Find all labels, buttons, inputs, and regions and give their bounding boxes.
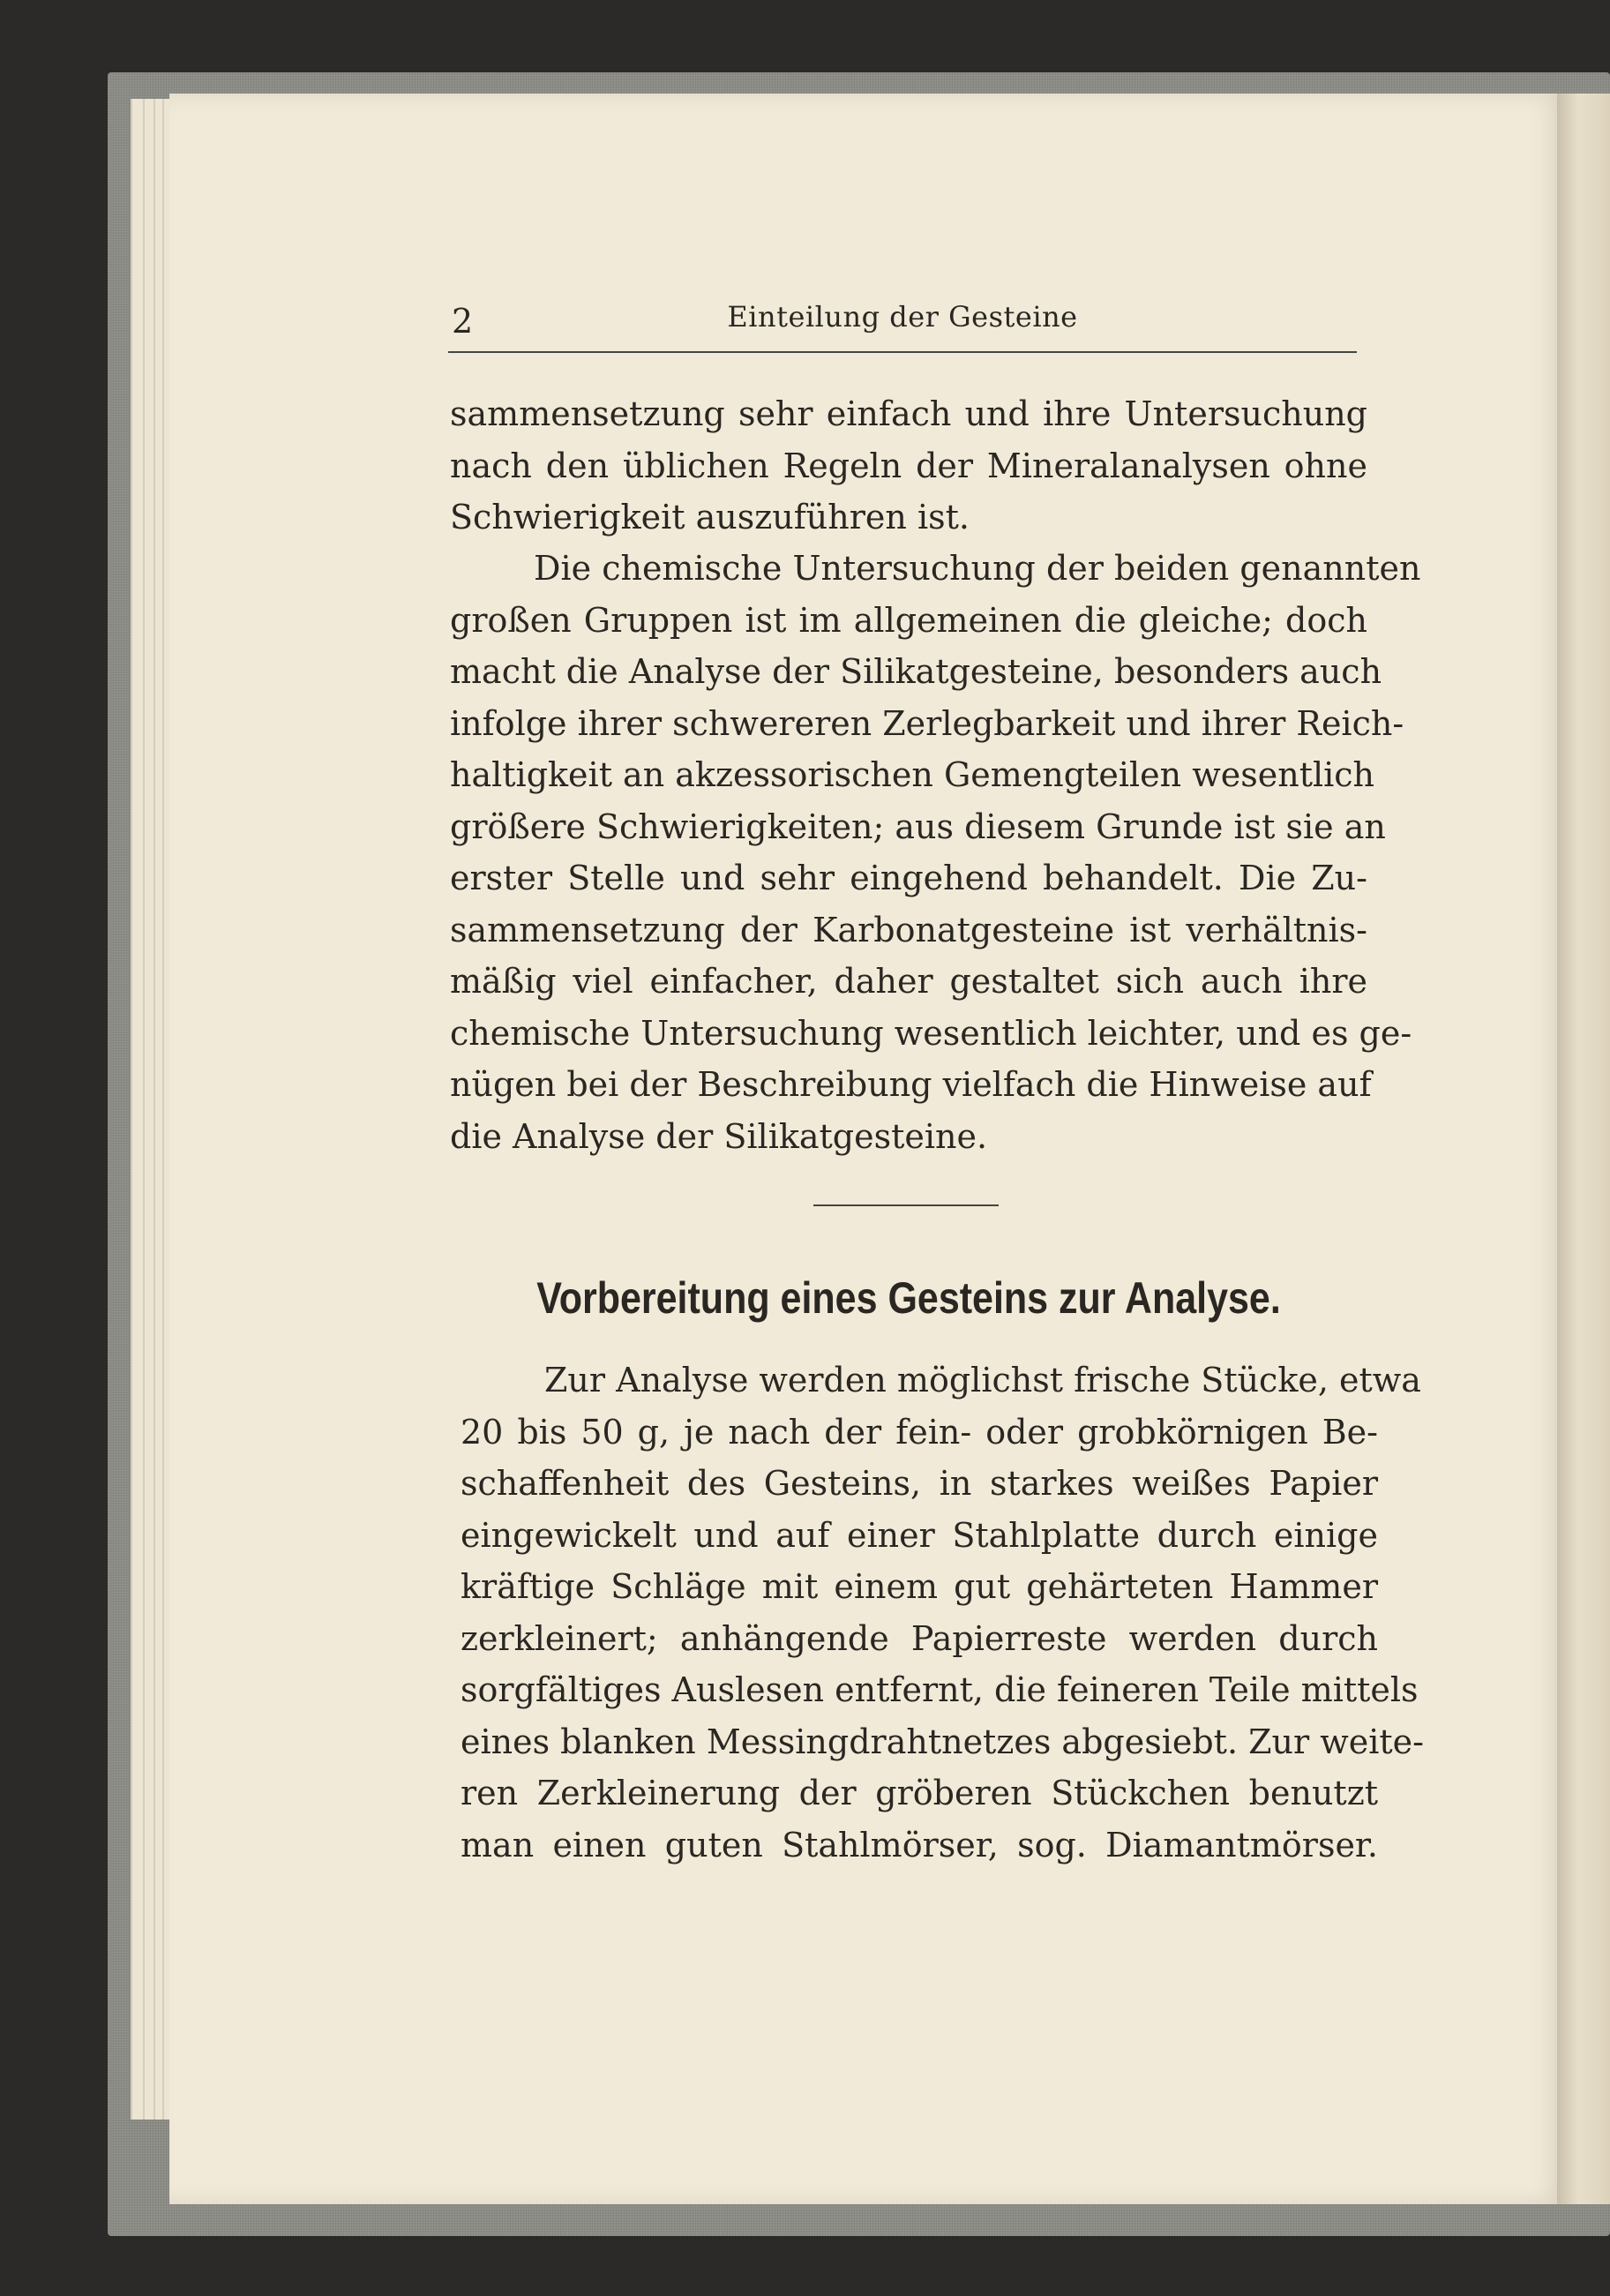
text-line: man einen guten Stahlmörser, sog. Diamantmörser.	[461, 1825, 1378, 1865]
running-header	[448, 289, 1357, 353]
text-line: sorgfältiges Auslesen entfernt, die feineren Teile mittels	[461, 1670, 1419, 1709]
page-number: 2	[452, 302, 474, 341]
paragraph-continuation	[450, 388, 1367, 544]
text-line: ren Zerkleinerung der gröberen Stückchen benutzt	[461, 1774, 1378, 1812]
text-line: macht die Analyse der Silikatgesteine, besonders auch	[450, 652, 1382, 691]
paragraph-chemical-analysis	[450, 543, 1421, 1162]
text-line: mäßig viel einfacher, daher gestaltet sich auch ihre	[450, 962, 1367, 1001]
text-line: kräftige Schläge mit einem gut gehärteten Hammer	[461, 1567, 1378, 1606]
text-line: zerkleinert; anhängende Papierreste werden durch	[461, 1618, 1378, 1658]
text-line: erster Stelle und sehr eingehend behandelt. Die Zu-	[450, 859, 1367, 897]
text-line: nach den üblichen Regeln der Mineralanalysen ohne	[450, 446, 1367, 485]
text-line: sammensetzung sehr einfach und ihre Untersuchung	[450, 394, 1367, 433]
text-line: eines blanken Messingdrahtnetzes abgesiebt. Zur weite-	[461, 1722, 1424, 1761]
text-line: schaffenheit des Gesteins, in starkes weißes Papier	[461, 1464, 1378, 1503]
text-line: Schwierigkeit auszuführen ist.	[450, 498, 970, 536]
section-heading: Vorbereitung eines Gesteins zur Analyse.	[536, 1273, 1281, 1323]
text-line: Die chemische Untersuchung der beiden genannten	[534, 549, 1421, 588]
text-line: größere Schwierigkeiten; aus diesem Grunde ist sie an	[450, 807, 1386, 846]
text-line: sammensetzung der Karbonatgesteine ist verhältnis-	[450, 910, 1367, 949]
text-line: chemische Untersuchung wesentlich leichter, und es ge-	[450, 1013, 1412, 1053]
text-line: Zur Analyse werden möglichst frische Stücke, etwa	[544, 1361, 1421, 1399]
section-separator	[813, 1204, 999, 1206]
page-gutter	[1557, 94, 1610, 2204]
text-line: eingewickelt und auf einer Stahlplatte durch einige	[461, 1515, 1378, 1555]
paragraph-sample-preparation	[461, 1354, 1424, 1871]
text-line: 20 bis 50 g, je nach der fein- oder grobkörnigen Be-	[461, 1412, 1378, 1452]
text-line: infolge ihrer schwereren Zerlegbarkeit und ihrer Reich-	[450, 703, 1404, 743]
text-line: nügen bei der Beschreibung vielfach die Hinweise auf	[450, 1065, 1372, 1104]
text-line: haltigkeit an akzessorischen Gemengteilen wesentlich	[450, 755, 1375, 794]
text-line: großen Gruppen ist im allgemeinen die gleiche; doch	[450, 600, 1367, 640]
text-line: die Analyse der Silikatgesteine.	[450, 1116, 988, 1156]
running-title: Einteilung der Gesteine	[727, 300, 1078, 334]
